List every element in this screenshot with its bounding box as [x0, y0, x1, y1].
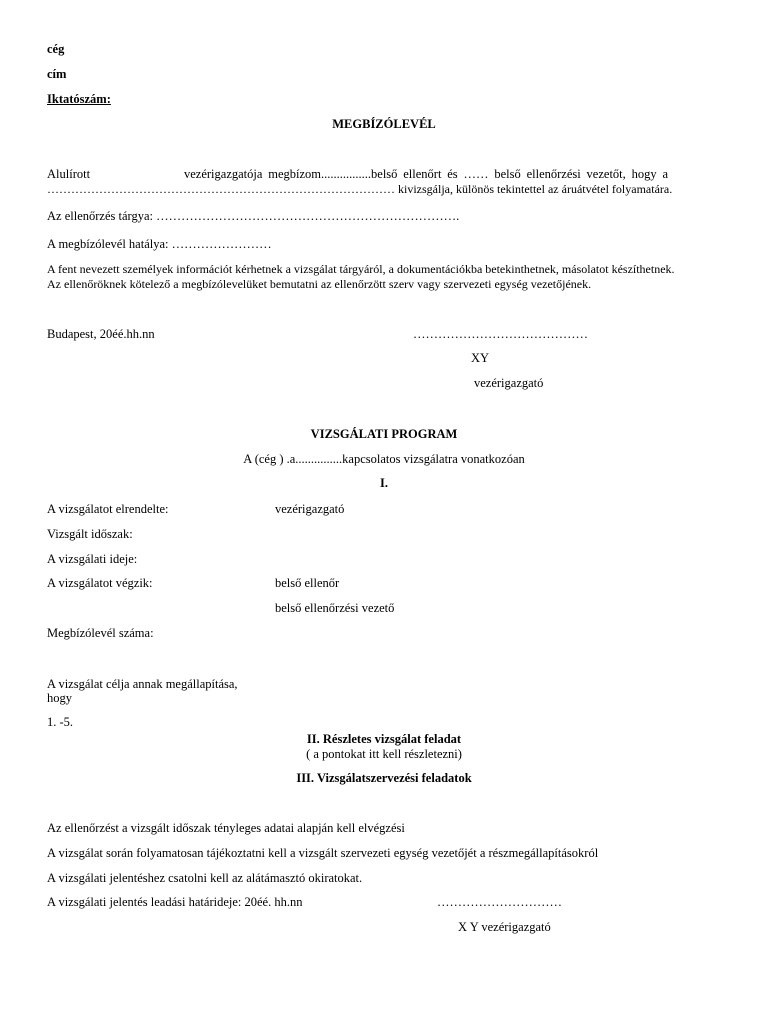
performed-by-value-1: belső ellenőr	[275, 576, 340, 590]
program-title: VIZSGÁLATI PROGRAM	[310, 427, 458, 441]
period-label: Vizsgált időszak:	[47, 527, 133, 541]
purpose-line-1: A vizsgálat célja annak megállapítása,	[47, 677, 238, 691]
purpose-line-2: hogy	[47, 691, 72, 705]
section-2-heading: II. Részletes vizsgálat feladat	[306, 732, 462, 746]
performed-by-value-2: belső ellenőrzési vezető	[275, 601, 395, 615]
performed-by-label: A vizsgálatot végzik:	[47, 576, 153, 590]
section-2-note: ( a pontokat itt kell részletezni)	[306, 747, 462, 761]
rights-line-1: A fent nevezett személyek információt kérhetnek a vizsgálat tárgyáról, a dokumentációkba betekinthetnek, másolatot készíthetnek.	[47, 262, 675, 276]
place-date: Budapest, 20éé.hh.nn	[47, 327, 155, 341]
deadline-signature-line: …………………………	[437, 895, 562, 909]
ordered-by-value: vezérigazgató	[275, 502, 345, 516]
task-2: A vizsgálat során folyamatosan tájékoztatni kell a vizsgált szervezeti egység vezetőjét a részmegállapításokról	[47, 846, 599, 860]
ordered-by-label: A vizsgálatot elrendelte:	[47, 502, 169, 516]
intro-line-1: vezérigazgatója megbízom................belső ellenőrt és …… belső ellenőrzési vezetőt, hogy a	[184, 167, 668, 181]
signer-title: vezérigazgató	[474, 376, 544, 390]
company-address: cím	[47, 67, 67, 81]
signer-name: XY	[471, 351, 490, 365]
intro-line-2: …………………………………………………………………………… kivizsgálja, különös tekintettel az áruátvétel folyamatára.	[47, 182, 673, 196]
program-subtitle: A (cég ) .a...............kapcsolatos vizsgálatra vonatkozóan	[243, 452, 525, 466]
company-name: cég	[47, 42, 65, 56]
section-1-heading: I.	[380, 476, 388, 490]
task-3: A vizsgálati jelentéshez csatolni kell az alátámasztó okiratokat.	[47, 871, 363, 885]
letter-number-label: Megbízólevél száma:	[47, 626, 154, 640]
final-signer: X Y vezérigazgató	[458, 920, 551, 934]
deadline-line: A vizsgálati jelentés leadási határideje: 20éé. hh.nn	[47, 895, 303, 909]
subject-line: Az ellenőrzés tárgya: ……………………………………………………………….	[47, 209, 460, 223]
task-1: Az ellenőrzést a vizsgált időszak tényleges adatai alapján kell elvégzési	[47, 821, 405, 835]
duration-label: A vizsgálati ideje:	[47, 552, 138, 566]
section-3-heading: III. Vizsgálatszervezési feladatok	[296, 771, 472, 785]
validity-line: A megbízólevél hatálya: ……………………	[47, 237, 272, 251]
signature-line: ……………………………………	[413, 327, 588, 341]
letter-title: MEGBÍZÓLEVÉL	[332, 117, 436, 131]
file-number-label: Iktatószám:	[47, 92, 111, 106]
intro-word: Alulírott	[47, 167, 91, 181]
points-range: 1. -5.	[47, 715, 74, 729]
rights-line-2: Az ellenőröknek kötelező a megbízólevelüket bemutatni az ellenőrzött szerv vagy szervezeti egység vezetőjének.	[47, 277, 592, 291]
